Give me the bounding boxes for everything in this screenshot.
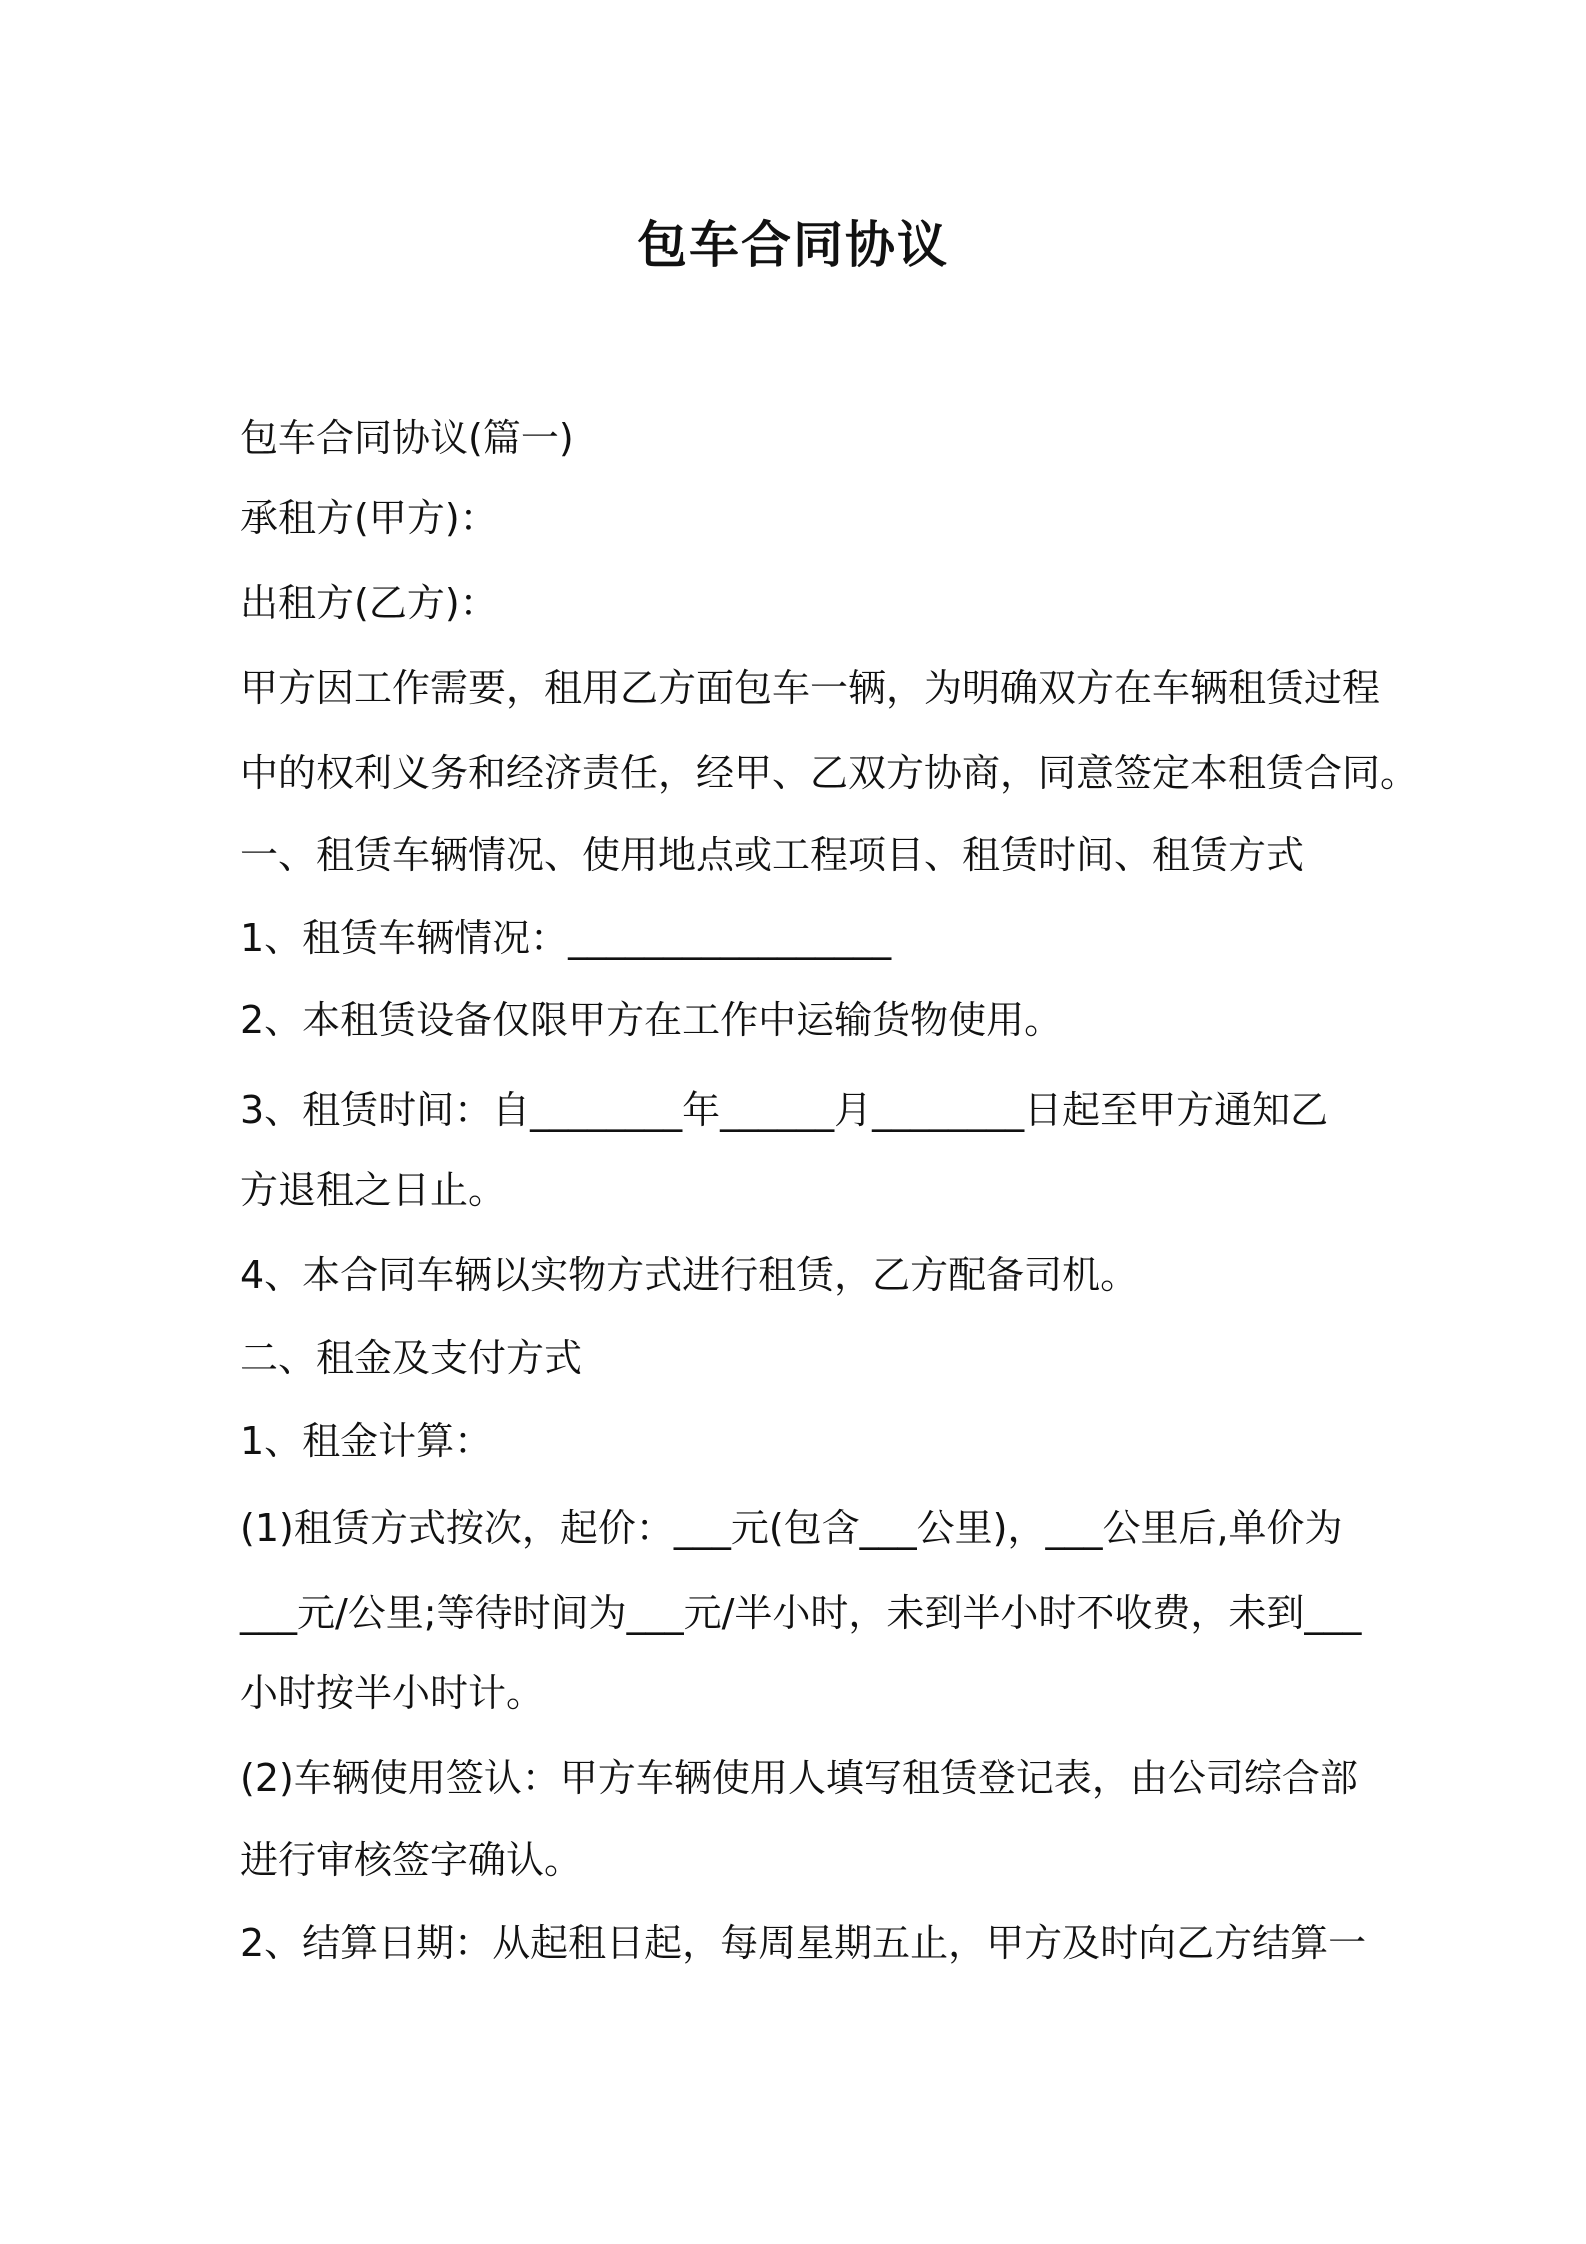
section-heading-two: 二、租金及支付方式 xyxy=(240,1336,583,1380)
clause-1-vehicle: 1、租赁车辆情况：_________________ xyxy=(240,916,892,960)
clause-3-period-line-1: 3、租赁时间：自________年______月________日起至甲方通知乙 xyxy=(240,1088,1329,1132)
clause-signoff-line-1: (2)车辆使用签认：甲方车辆使用人填写租赁登记表，由公司综合部 xyxy=(240,1756,1358,1800)
clause-settlement-date: 2、结算日期：从起租日起，每周星期五止，甲方及时向乙方结算一 xyxy=(240,1921,1367,1965)
paragraph-intro-line-2: 中的权利义务和经济责任，经甲、乙双方协商，同意签定本租赁合同。 xyxy=(240,751,1419,795)
document-title: 包车合同协议 xyxy=(637,216,949,274)
clause-3-period-line-2: 方退租之日止。 xyxy=(240,1168,507,1212)
clause-rent-calc: 1、租金计算： xyxy=(240,1419,493,1463)
clause-4-method: 4、本合同车辆以实物方式进行租赁，乙方配备司机。 xyxy=(240,1253,1139,1297)
lessee-party-a: 承租方(甲方)： xyxy=(240,496,498,540)
section-heading-one: 一、租赁车辆情况、使用地点或工程项目、租赁时间、租赁方式 xyxy=(240,833,1305,877)
lessor-party-b: 出租方(乙方)： xyxy=(240,581,498,625)
clause-rent-method-line-2: ___元/公里;等待时间为___元/半小时，未到半小时不收费，未到___ xyxy=(240,1591,1362,1635)
clause-2-usage: 2、本租赁设备仅限甲方在工作中运输货物使用。 xyxy=(240,998,1063,1042)
clause-signoff-line-2: 进行审核签字确认。 xyxy=(240,1838,583,1882)
clause-rent-method-line-3: 小时按半小时计。 xyxy=(240,1671,545,1715)
section-heading-part-one: 包车合同协议(篇一) xyxy=(240,416,574,460)
paragraph-intro-line-1: 甲方因工作需要，租用乙方面包车一辆，为明确双方在车辆租赁过程 xyxy=(240,666,1381,710)
clause-rent-method-line-1: (1)租赁方式按次，起价：___元(包含___公里)，___公里后,单价为 xyxy=(240,1506,1343,1550)
